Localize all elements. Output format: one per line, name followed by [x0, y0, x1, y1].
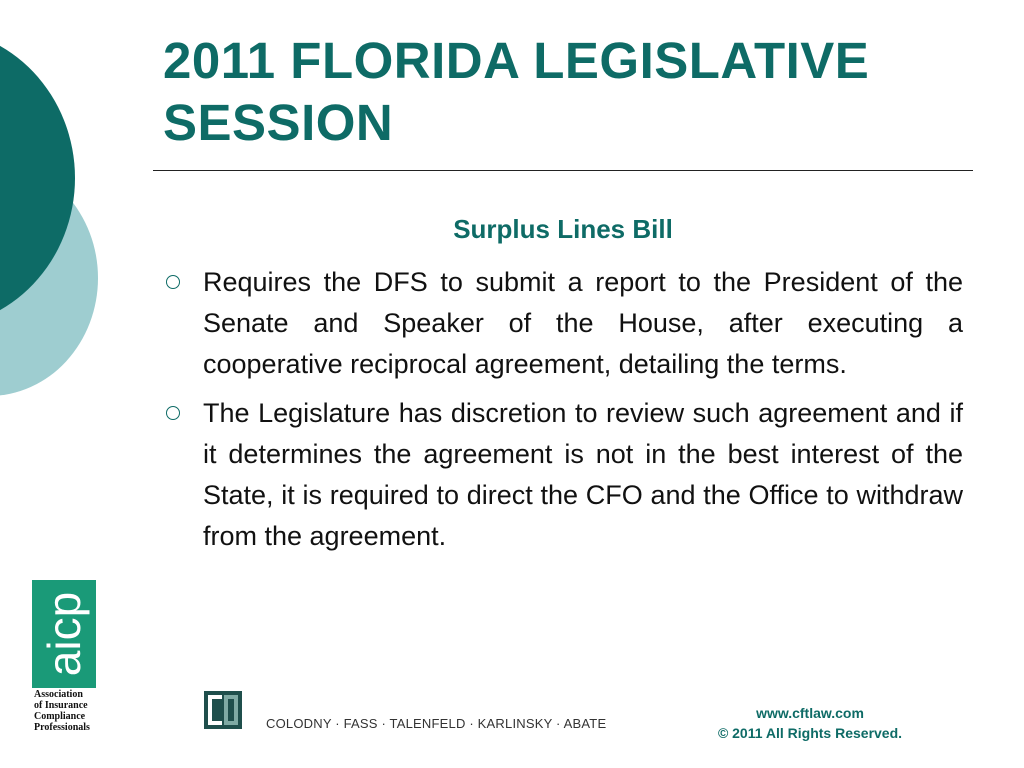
copyright-text: © 2011 All Rights Reserved.: [717, 725, 903, 741]
firm-logo-icon: [204, 691, 242, 729]
bullet-text: The Legislature has discretion to review such agreement and if it determines the agreement is not in the best interest of the State, it is required to direct the CFO and the Office to withdraw from the agreement.: [203, 398, 963, 551]
aicp-logo: [32, 580, 96, 688]
bullet-text: Requires the DFS to submit a report to the President of the Senate and Speaker of the House, after executing a cooperative reciprocal agreement, detailing the terms.: [203, 267, 963, 379]
bullet-item: [163, 262, 963, 385]
aicp-caption-line: of Insurance: [34, 700, 88, 711]
title-divider: [153, 170, 973, 171]
bullet-list: [163, 262, 963, 565]
circle-bullet-icon: [166, 275, 180, 289]
website-link[interactable]: www.cftlaw.com: [756, 705, 864, 721]
firm-name: COLODNY · FASS · TALENFELD · KARLINSKY · ABATE: [266, 716, 607, 731]
aicp-caption-line: Professionals: [34, 722, 90, 733]
aicp-logo-text: aicp: [38, 591, 90, 677]
bullet-item: [163, 393, 963, 557]
aicp-caption-line: Compliance: [34, 711, 86, 722]
aicp-caption: [34, 689, 114, 733]
aicp-caption-line: Association: [34, 689, 83, 700]
footer-contact: [700, 703, 920, 743]
slide-title: 2011 FLORIDA LEGISLATIVE SESSION: [163, 32, 870, 151]
circle-bullet-icon: [166, 406, 180, 420]
slide-subtitle: Surplus Lines Bill: [453, 214, 673, 244]
